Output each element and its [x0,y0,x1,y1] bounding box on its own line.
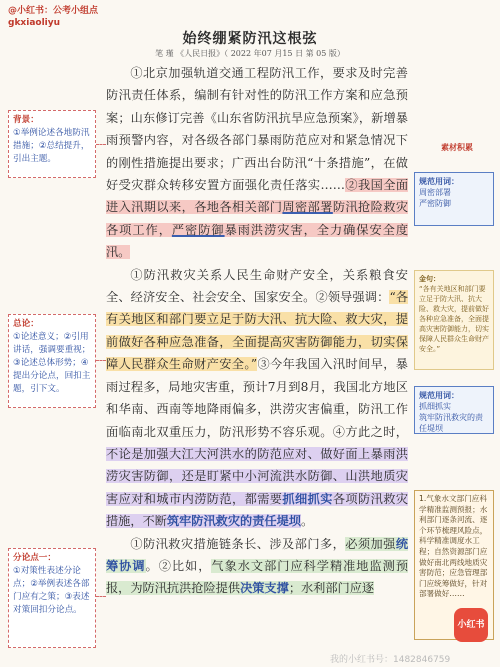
author-handle-line2: gkxiaoliyu [8,18,61,28]
article-byline: 笔 瑾 《人民日报》（ 2022 年07 月15 日 第 05 版） [155,49,345,58]
article-title: 始终绷紧防汛这根弦 [182,31,318,47]
section-label-materials: 素材积累 [441,143,473,152]
xiaohongshu-logo: 小红书 [454,608,488,642]
note-terms-1-head: 规范用词： [419,177,459,186]
term-zelao-difang: 筑牢防汛救灾的责任堤坝 [166,514,301,529]
note-background [8,110,96,178]
note-general-body: ①论述意义；②引用讲话，强调要重视；③论述总体形势；④提出分论点，回扣主题，引下文。 [13,332,91,394]
connector-3 [96,596,106,597]
paragraph-3-text: ①防汛救灾措施链条长、涉及部门多， [130,536,346,551]
article-body [106,62,408,600]
note-golden-quote [414,270,494,370]
author-handle [8,5,98,29]
paragraph-3 [106,533,408,600]
connector-1 [96,144,106,145]
highlight-text: 不论是加强大江大河洪水的防范应对、做好面上暴雨洪涝灾害防御，还是盯紧中小河流洪水防御、山洪地质灾害应对和城市内涝防范，都需要 [106,446,408,506]
highlight-text: 气象水文部门应科学精准地监测预报，为防汛抗洪抢险提供 [106,558,409,596]
period: 。 [301,514,314,529]
note-subpoint-1-body: ①对策性表述分论点；②举例表述各部门应有之策；③表述对策回扣分论点。 [13,566,90,615]
paragraph-2-text-b: ③今年我国入汛时间早，暴雨过程多，局地灾害重，预计7月到8月，我国北方地区和华南、西南等地降雨偏多，洪涝灾害偏重，防汛工作面临南北双重压力，防汛形势不容乐观。④方此之时， [106,357,408,439]
note-terms-1-body: 周密部署 严密防御 [419,188,451,208]
note-terms-2-body: 抓细抓实 筑牢防汛救灾的责任堤坝 [419,402,483,433]
term-zhoumi-bushu: 周密部署 [282,200,333,215]
note-golden-quote-body: “各有关地区和部门要立足于防大汛、抗大险、救大灾，提前做好各种应急准备，全面提高灾害防御能力，切实保障人民群众生命财产安全。” [419,285,489,353]
term-juece-zhicheng: 决策支撑 [240,581,289,596]
quote-highlight: “各有关地区和部门要立足于防大汛、抗大险、救大灾，提前做好各种应急准备，全面提高灾害防御能力，切实保障人民群众生命财产安全。” [106,290,409,372]
term-zhuaxi-zhuashi: 抓细抓实 [282,491,333,506]
term-yanmi-fangyu: 严密防御 [171,222,225,237]
paragraph-1 [106,62,408,264]
highlight-text: 暴雨洪涝灾害，全力确保安全度汛。 [106,222,409,260]
highlight-text: 防汛抢险救灾各项工作， [106,200,409,237]
note-general [8,314,96,408]
note-terms-2 [414,386,494,434]
connector-2 [96,360,106,361]
note-background-head: 背景： [13,115,39,125]
note-subpoint-1 [8,548,96,648]
paragraph-2-text: ①防汛救灾关系人民生命财产安全，关系粮食安全、经济安全、社会安全、国家安全。②领导强调： [106,267,408,305]
note-background-body: ①举例论述各地防汛措施；②总结提升，引出主题。 [13,128,90,164]
note-terms-1 [414,172,494,226]
paragraph-3-text-b: 。②比如， [145,558,212,573]
watermark: 我的小红书号：1482846759 [330,655,451,665]
note-measures-body: 1.气象水文部门应科学精准监测预报；水利部门逐条河流、逐个环节梳理风险点，科学精准调度水工程；自然资源部门应做好南北两线地质灾害防范；应急管理部门应统筹做好，针对部署做好…… [419,494,488,599]
highlight-text: 各项防汛救灾措施，不断 [106,491,409,529]
highlight-purple [106,447,408,528]
highlight-text: ；水利部门应逐 [288,581,375,596]
note-subpoint-1-head: 分论点一： [13,553,56,563]
note-general-head: 总论： [13,319,39,329]
term-tongchou-xietiao: 统筹协调 [106,536,409,573]
highlight-text: ②我国全面进入汛期以来，各地各相关部门 [106,178,409,215]
note-golden-quote-head: 金句： [419,275,440,283]
note-terms-2-head: 规范用词： [419,391,459,400]
author-handle-line1: @小红书：公考小组点 [8,6,99,16]
paragraph-1-text: ①北京加强轨道交通工程防汛工作，要求及时完善防汛责任体系，编制有针对性的防汛工作方案和应急预案；山东修订完善《山东省防汛抗旱应急预案》，新增暴雨预警内容，对各级各部门暴雨防范应对和紧急情况下的刚性措施提出要求；广西出台防汛“十条措施”，在做好受灾群众转移安置方面强化责任落实…… [106,66,408,193]
paragraph-2 [106,264,408,533]
highlight-text: 必须加强 [345,536,396,551]
